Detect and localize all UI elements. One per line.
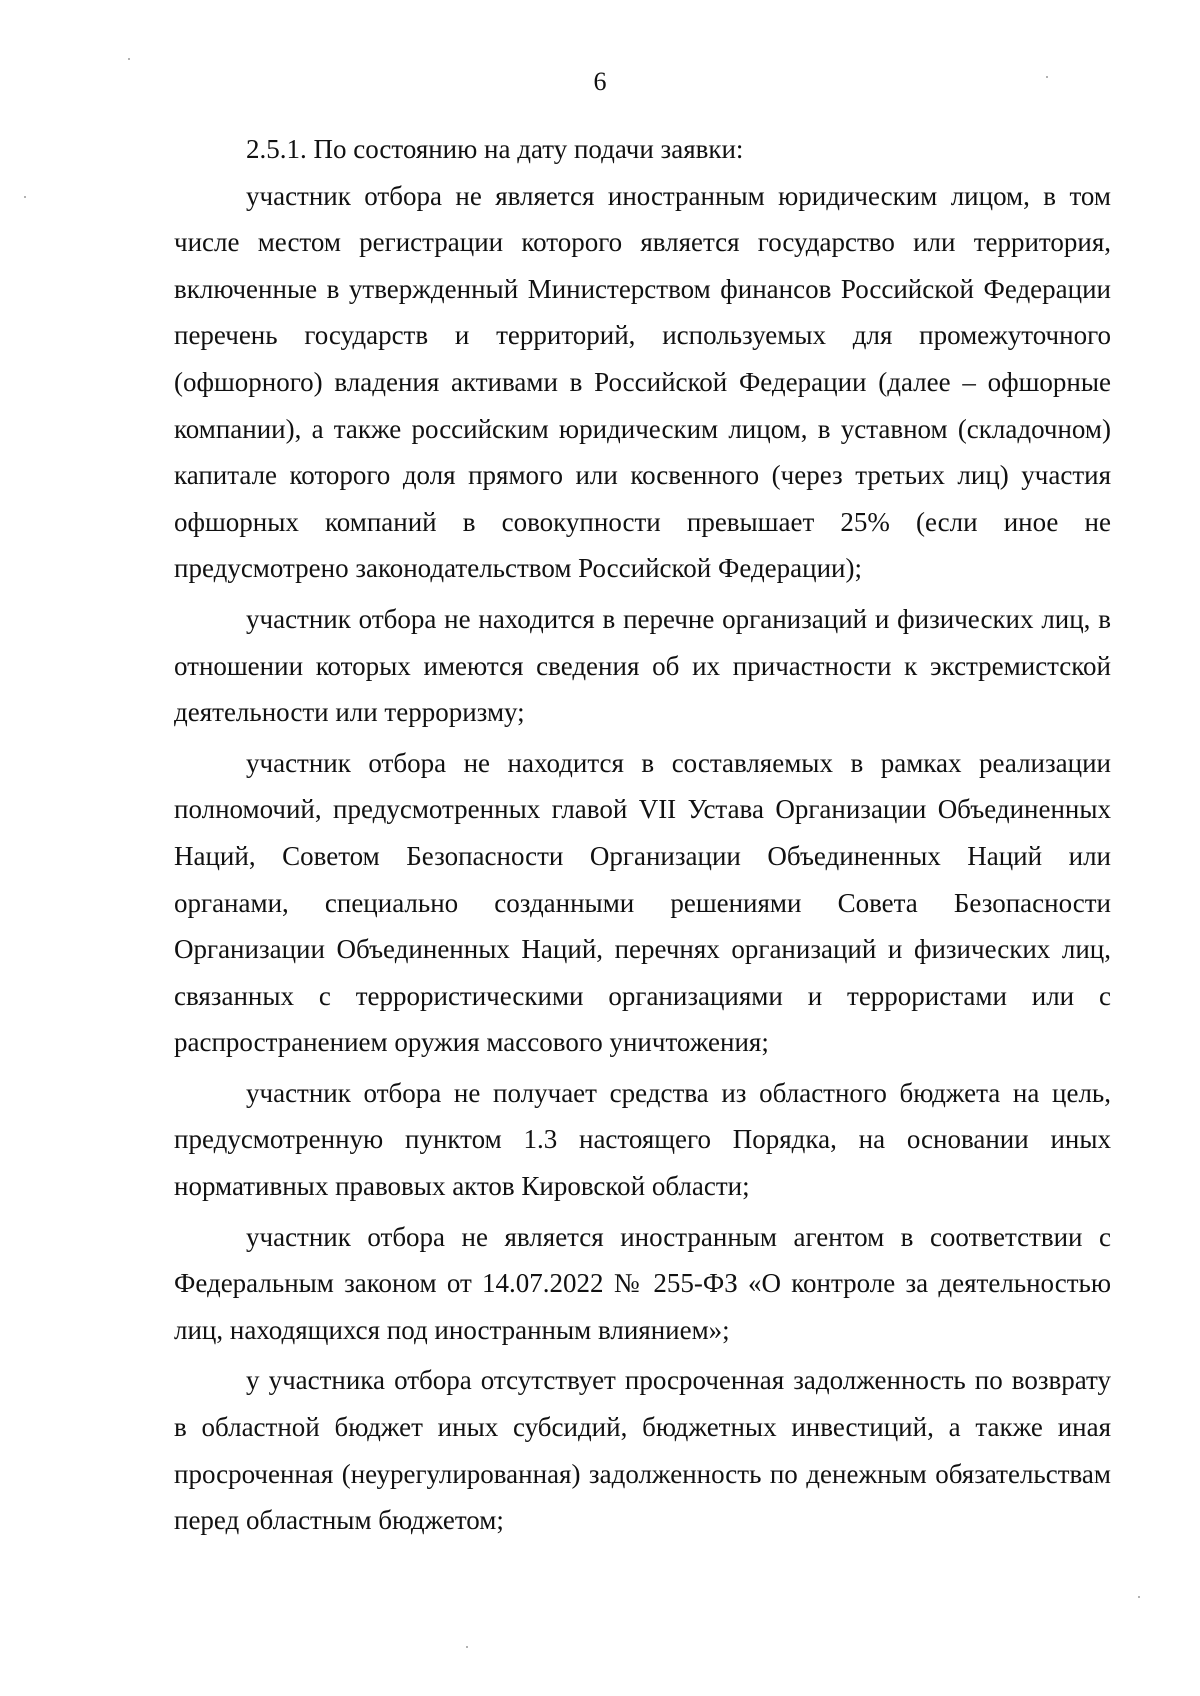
paragraph-overdue-debt: у участника отбора отсутствует просроченная задолженность по возврату в областной бюджет иных субсидий, бюджетных инвестиций, а также иная просроченная (неурегулированная) задолженность по денежным обязательствам перед областным бюджетом; [174, 1365, 1111, 1536]
document-body [174, 126, 1111, 1544]
scan-speck [466, 1646, 468, 1648]
scan-speck [1046, 76, 1048, 78]
paragraph-budget-funds: участник отбора не получает средства из областного бюджета на цель, предусмотренную пунктом 1.3 настоящего Порядка, на основании иных нормативных правовых актов Кировской области; [174, 1077, 1111, 1202]
paragraph-extremism: участник отбора не находится в перечне организаций и физических лиц, в отношении которых имеются сведения об их причастности к экстремистской деятельности или терроризму; [174, 603, 1111, 728]
scan-speck [24, 196, 26, 198]
page-number: 6 [593, 67, 607, 96]
section-heading: 2.5.1. По состоянию на дату подачи заявки: [246, 134, 744, 164]
scan-speck [1138, 1596, 1140, 1598]
scan-speck [128, 58, 130, 60]
paragraph-offshore: участник отбора не является иностранным юридическим лицом, в том числе местом регистрации которого является государство или территория, включенные в утвержденный Министерством финансов Российской Федерации перечень государств и территорий, используемых для промежуточного (офшорного) владения активами в Российской Федерации (далее – офшорные компании), а также российским юридическим лицом, в уставном (складочном) капитале которого доля прямого или косвенного (через третьих лиц) участия офшорных компаний в совокупности превышает 25% (если иное не предусмотрено законодательством Российской Федерации); [174, 180, 1111, 584]
paragraph-un-sanctions: участник отбора не находится в составляемых в рамках реализации полномочий, предусмотренных главой VII Устава Организации Объединенных Наций, Советом Безопасности Организации Объединенных Наций или органами, специально созданными решениями Совета Безопасности Организации Объединенных Наций, перечнях организаций и физических лиц, связанных с террористическими организациями и террористами или с распространением оружия массового уничтожения; [174, 747, 1111, 1058]
paragraph-foreign-agent: участник отбора не является иностранным агентом в соответствии с Федеральным законом от 14.07.2022 № 255-ФЗ «О контроле за деятельностью лиц, находящихся под иностранным влиянием»; [174, 1221, 1111, 1345]
